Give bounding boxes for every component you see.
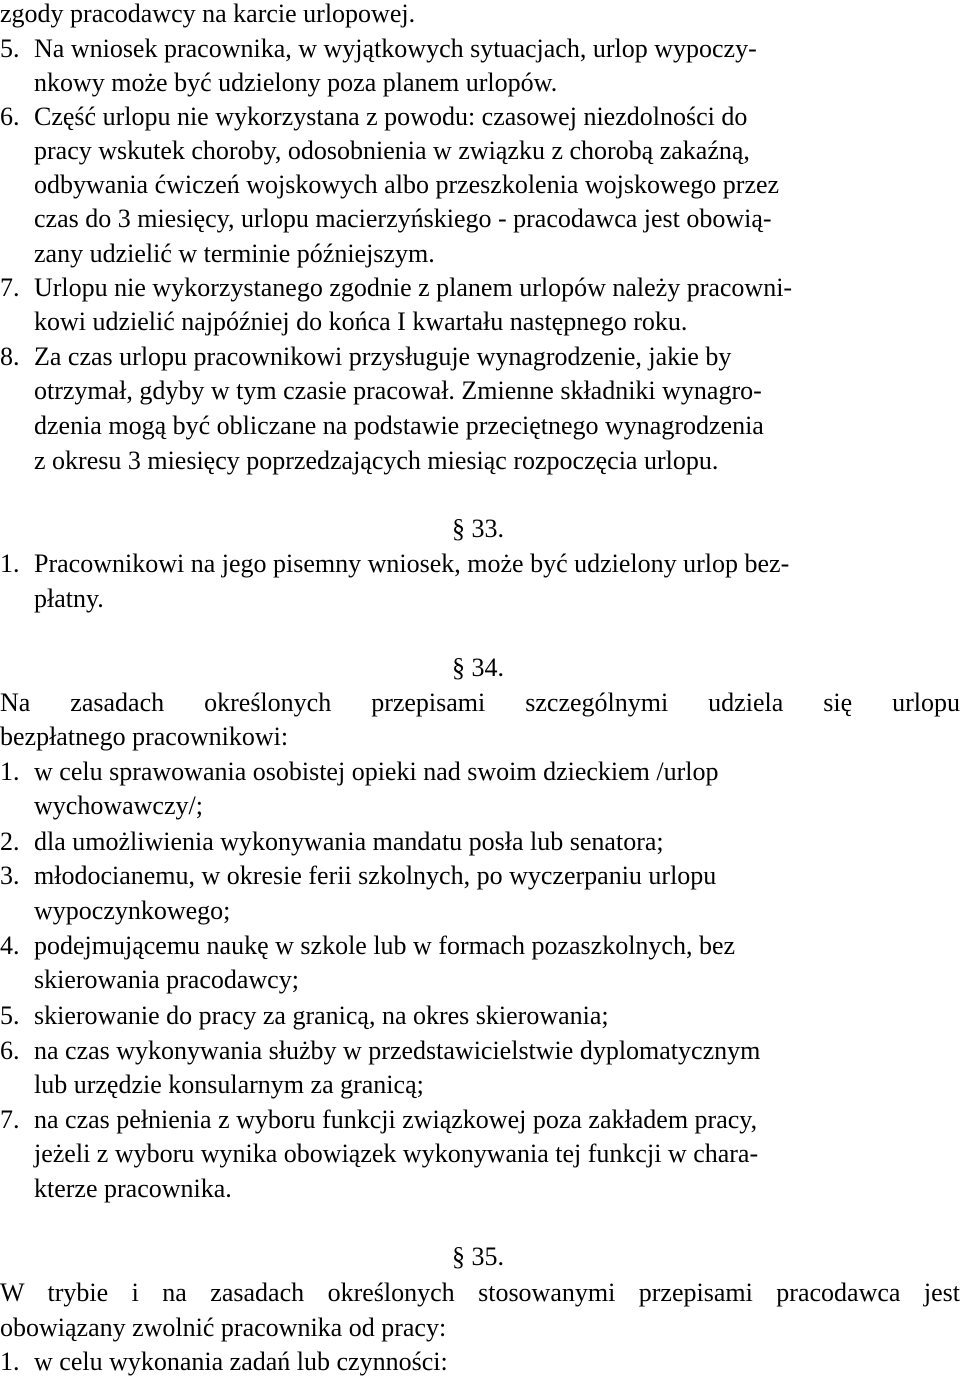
paragraph-text: Urlopu nie wykorzystanego zgodnie z planem urlopów należy pracowni- — [34, 273, 793, 302]
section-35-intro-line-1: W trybie i na zasadach określonych stosowanymi przepisami pracodawca jest — [0, 1278, 960, 1307]
list-text: na czas pełnienia z wyboru funkcji związkowej poza zakładem pracy, — [34, 1105, 758, 1134]
list-number: 4. — [0, 931, 20, 960]
section-35-item-1-line-1 — [0, 1345, 448, 1379]
text-line: zgody pracodawcy na karcie urlopowej. — [0, 0, 416, 28]
section-34-item-5-line-1 — [0, 999, 609, 1033]
section-34-item-2-line-1 — [0, 825, 664, 859]
section-34-item-7-line-2: jeżeli z wyboru wynika obowiązek wykonywania tej funkcji w chara- — [34, 1139, 759, 1168]
section-heading-34: § 34. — [452, 653, 504, 682]
paragraph-number: 5. — [0, 34, 20, 63]
list-number: 6. — [0, 1036, 20, 1065]
section-heading-35: § 35. — [452, 1242, 504, 1271]
paragraph-5-line-2: nkowy może być udzielony poza planem urlopów. — [34, 68, 558, 97]
list-number: 7. — [0, 1105, 20, 1134]
section-heading-33: § 33. — [452, 514, 504, 543]
section-33-item-1-line-2: płatny. — [34, 584, 104, 613]
list-number: 5. — [0, 1001, 20, 1030]
list-number: 1. — [0, 757, 20, 786]
list-text: podejmującemu naukę w szkole lub w formach pozaszkolnych, bez — [34, 931, 736, 960]
section-35-intro-line-2: obowiązany zwolnić pracownika od pracy: — [0, 1313, 447, 1342]
section-34-item-7-line-3: kterze pracownika. — [34, 1174, 232, 1203]
list-text: skierowanie do pracy za granicą, na okres skierowania; — [34, 1001, 609, 1030]
list-text: na czas wykonywania służby w przedstawicielstwie dyplomatycznym — [34, 1036, 761, 1065]
paragraph-5-line-1 — [0, 32, 757, 66]
paragraph-6-line-5: zany udzielić w terminie późniejszym. — [34, 239, 435, 268]
paragraph-number: 1. — [0, 549, 20, 578]
section-34-item-7-line-1 — [0, 1103, 757, 1137]
list-number: 2. — [0, 827, 20, 856]
section-34-item-3-line-1 — [0, 859, 716, 893]
list-number: 1. — [0, 1347, 20, 1376]
section-34-item-6-line-1 — [0, 1034, 760, 1068]
section-34-item-3-line-2: wypoczynkowego; — [34, 896, 231, 925]
paragraph-text: Na wniosek pracownika, w wyjątkowych sytuacjach, urlop wypoczy- — [34, 34, 757, 63]
paragraph-8-line-4: z okresu 3 miesięcy poprzedzających miesiąc rozpoczęcia urlopu. — [34, 446, 719, 475]
paragraph-6-line-4: czas do 3 miesięcy, urlopu macierzyńskiego - pracodawca jest obowią- — [34, 204, 772, 233]
list-number: 3. — [0, 861, 20, 890]
paragraph-number: 8. — [0, 342, 20, 371]
list-text: w celu wykonania zadań lub czynności: — [34, 1347, 448, 1376]
section-34-item-4-line-2: skierowania pracodawcy; — [34, 965, 299, 994]
paragraph-6-line-1 — [0, 100, 747, 134]
paragraph-text: Za czas urlopu pracownikowi przysługuje wynagrodzenie, jakie by — [34, 342, 732, 371]
paragraph-7-line-2: kowi udzielić najpóźniej do końca I kwartału następnego roku. — [34, 307, 688, 336]
section-34-item-1-line-2: wychowawczy/; — [34, 791, 203, 820]
section-34-item-1-line-1 — [0, 755, 719, 789]
paragraph-8-line-1 — [0, 340, 731, 374]
section-33-item-1-line-1 — [0, 547, 789, 581]
paragraph-7-line-1 — [0, 271, 792, 305]
paragraph-number: 6. — [0, 102, 20, 131]
section-34-item-6-line-2: lub urzędzie konsularnym za granicą; — [34, 1070, 424, 1099]
paragraph-8-line-2: otrzymał, gdyby w tym czasie pracował. Zmienne składniki wynagro- — [34, 376, 762, 405]
section-34-intro-line-1: Na zasadach określonych przepisami szczególnymi udziela się urlopu — [0, 688, 960, 717]
section-34-item-4-line-1 — [0, 929, 735, 963]
paragraph-text: Część urlopu nie wykorzystana z powodu: czasowej niezdolności do — [34, 102, 748, 131]
paragraph-number: 7. — [0, 273, 20, 302]
paragraph-6-line-2: pracy wskutek choroby, odosobnienia w związku z chorobą zakaźną, — [34, 136, 750, 165]
section-34-intro-line-2: bezpłatnego pracownikowi: — [0, 722, 289, 751]
paragraph-6-line-3: odbywania ćwiczeń wojskowych albo przeszkolenia wojskowego przez — [34, 170, 780, 199]
list-text: w celu sprawowania osobistej opieki nad swoim dzieckiem /urlop — [34, 757, 719, 786]
paragraph-text: Pracownikowi na jego pisemny wniosek, może być udzielony urlop bez- — [34, 549, 790, 578]
paragraph-8-line-3: dzenia mogą być obliczane na podstawie przeciętnego wynagrodzenia — [34, 411, 764, 440]
list-text: młodocianemu, w okresie ferii szkolnych, po wyczerpaniu urlopu — [34, 861, 717, 890]
list-text: dla umożliwienia wykonywania mandatu posła lub senatora; — [34, 827, 664, 856]
